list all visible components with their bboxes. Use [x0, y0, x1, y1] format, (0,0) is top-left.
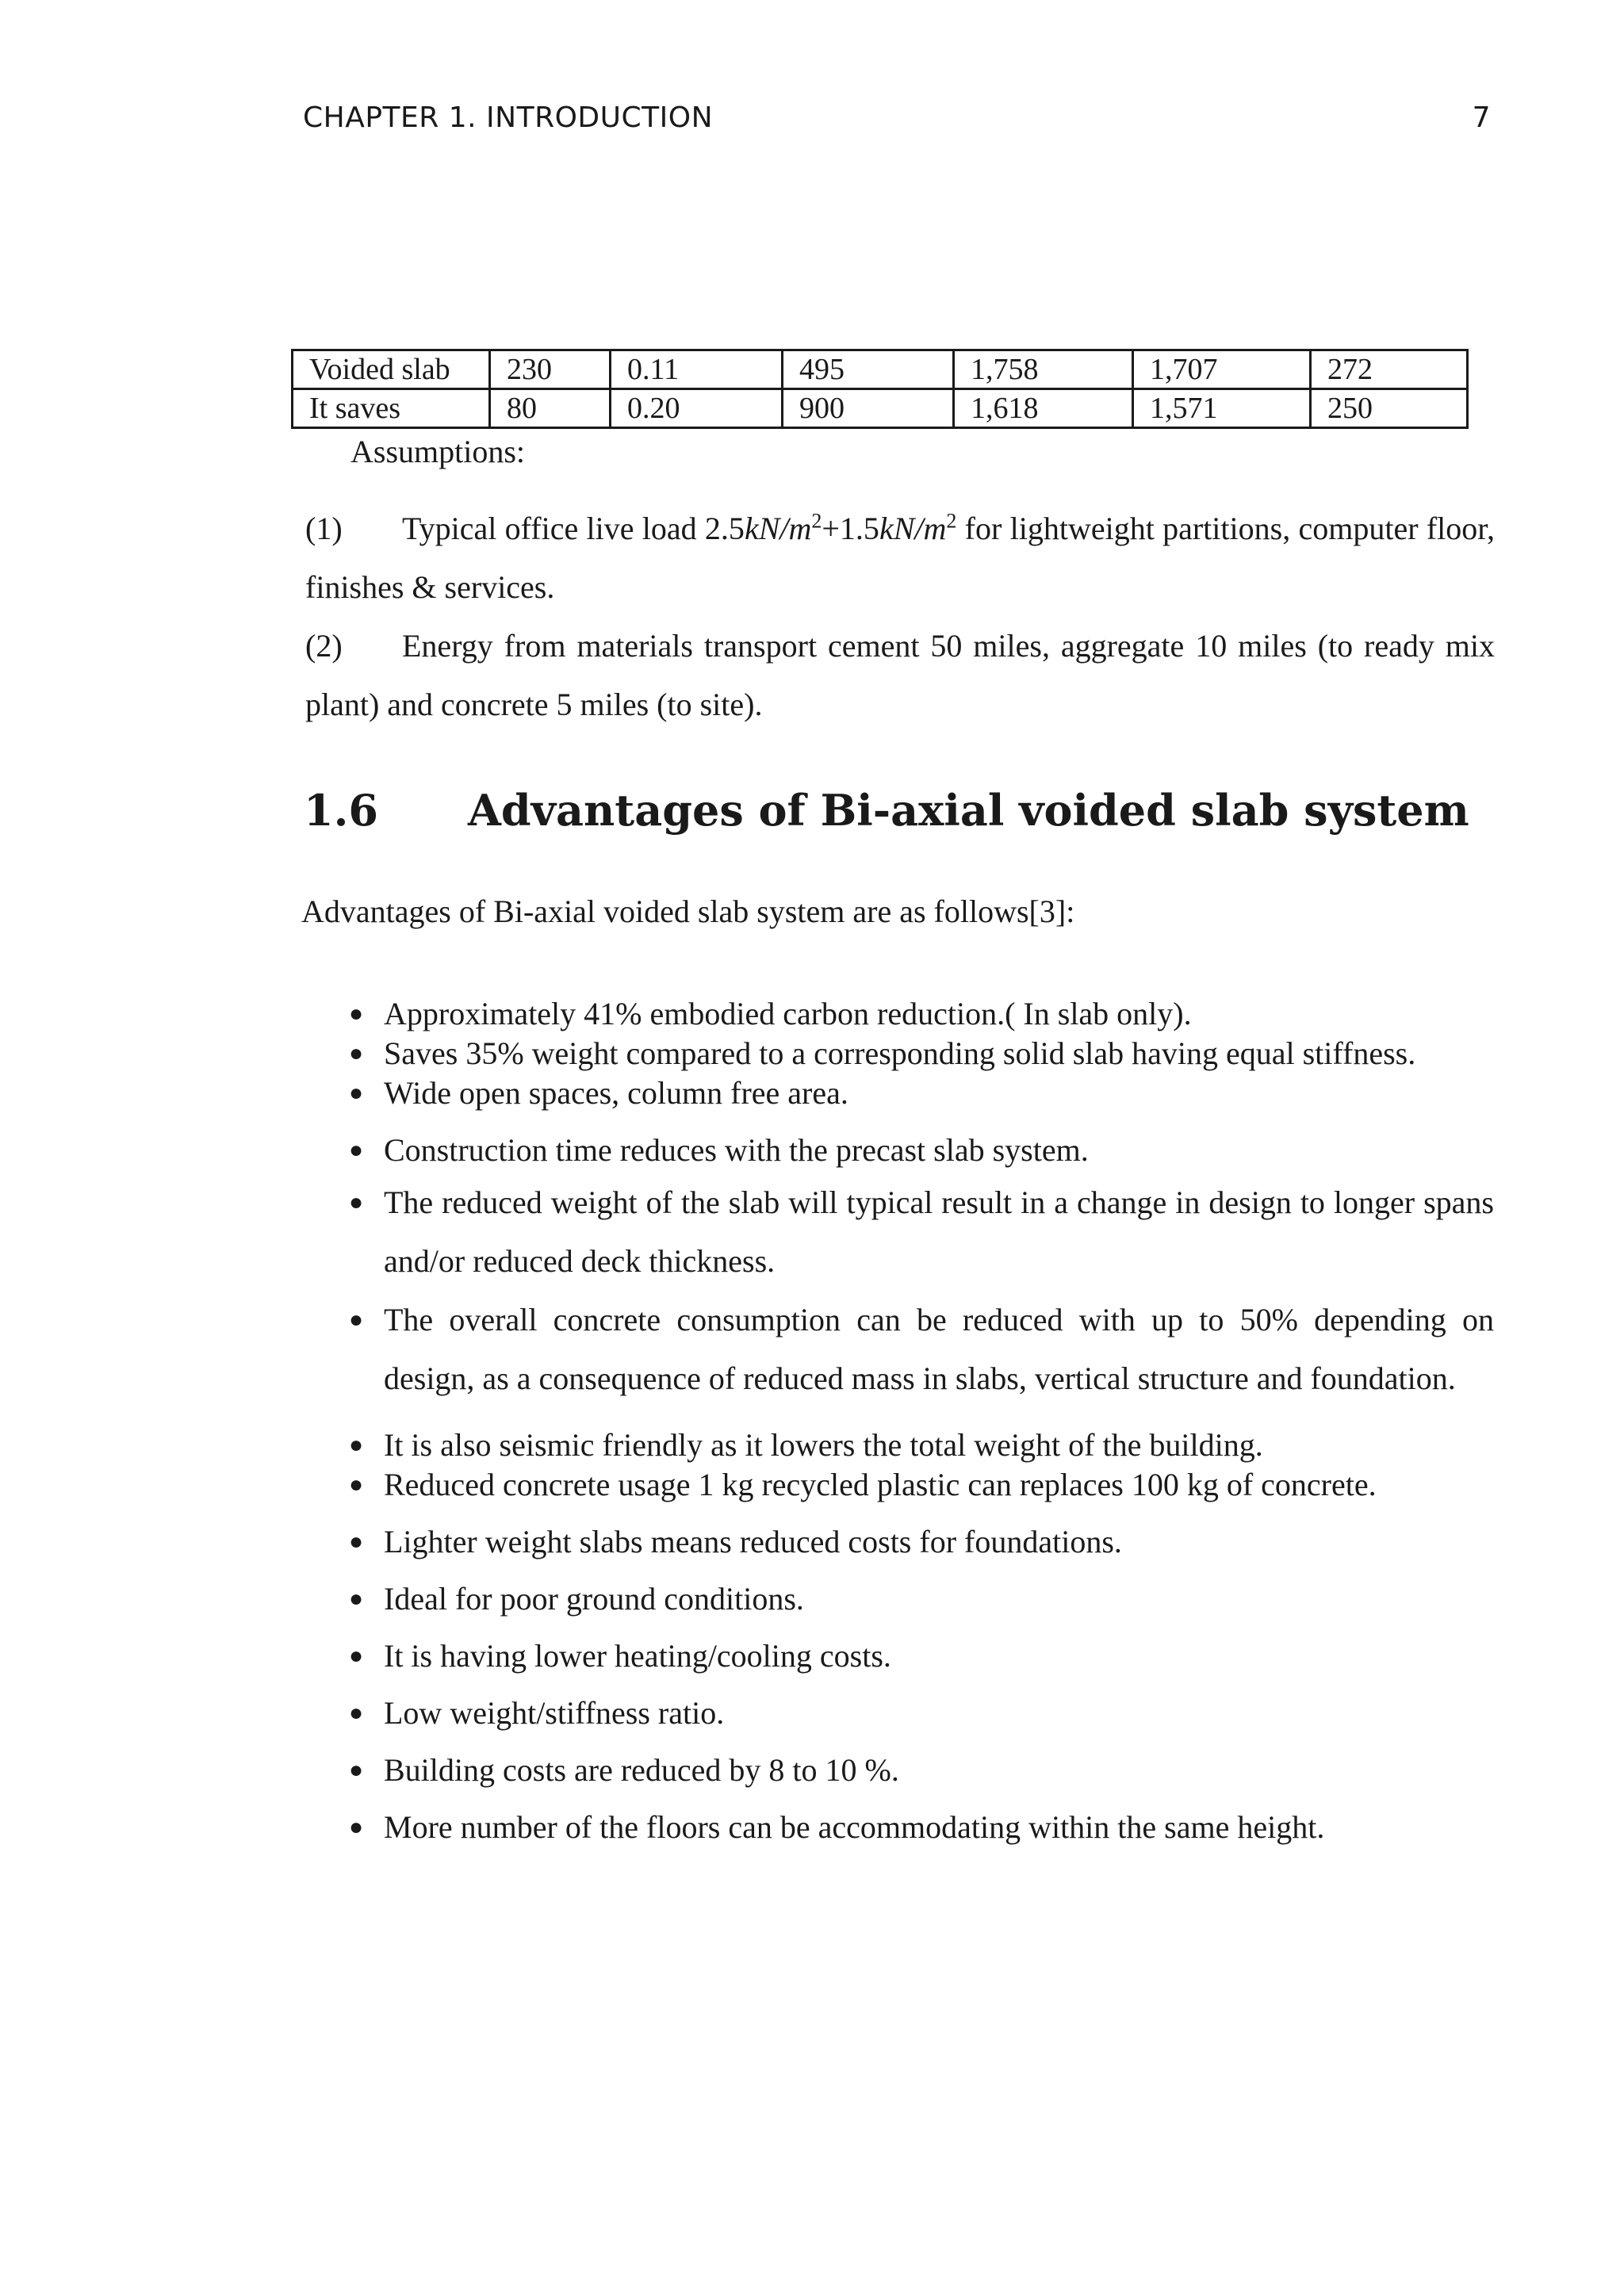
- bullet-icon: ●: [349, 1001, 364, 1027]
- table-cell: 0.20: [611, 389, 783, 428]
- bullet-icon: ●: [349, 1757, 364, 1783]
- list-item: [349, 1034, 1494, 1073]
- table-cell: 1,758: [954, 350, 1133, 389]
- assumption-number: (1): [305, 511, 343, 546]
- list-item: [349, 1173, 1494, 1291]
- list-item: [349, 1636, 1494, 1676]
- table-cell: 1,571: [1133, 389, 1311, 428]
- list-item-text: Lighter weight slabs means reduced costs for foundations.: [384, 1524, 1122, 1559]
- table-cell: 495: [783, 350, 954, 389]
- running-header: [303, 101, 1491, 134]
- bullet-icon: ●: [349, 1814, 364, 1840]
- assumption-item: [305, 617, 1495, 734]
- list-item-text: More number of the floors can be accommodating within the same height.: [384, 1809, 1325, 1845]
- list-item-text: Wide open spaces, column free area.: [384, 1075, 848, 1111]
- list-item: [349, 1751, 1494, 1790]
- comparison-table: [291, 349, 1469, 429]
- bullet-icon: ●: [349, 1040, 364, 1066]
- table-cell: 900: [783, 389, 954, 428]
- list-item-text: Approximately 41% embodied carbon reduction.( In slab only).: [384, 996, 1192, 1031]
- assumption-text: Typical office live load 2.5: [402, 511, 745, 546]
- table-cell: Voided slab: [293, 350, 490, 389]
- bullet-icon: ●: [349, 1586, 364, 1612]
- list-item: [349, 994, 1494, 1034]
- section-number: 1.6: [304, 785, 378, 836]
- bullet-icon: ●: [349, 1080, 364, 1106]
- list-item-text: The reduced weight of the slab will typical result in a change in design to longer spans and/or reduced deck thickness.: [384, 1184, 1494, 1279]
- assumption-number: (2): [305, 628, 343, 664]
- table-cell: 1,618: [954, 389, 1133, 428]
- section-intro: Advantages of Bi-axial voided slab system are as follows[3]:: [301, 894, 1075, 929]
- list-item-text: Construction time reduces with the precast slab system.: [384, 1132, 1089, 1168]
- list-item: [349, 1579, 1494, 1619]
- list-item-text: It is having lower heating/cooling costs.: [384, 1638, 891, 1674]
- bullet-icon: ●: [349, 1137, 364, 1163]
- table-cell: 250: [1311, 389, 1468, 428]
- bullet-icon: ●: [349, 1189, 364, 1215]
- section-heading: [304, 785, 1469, 836]
- list-item: [349, 1425, 1494, 1465]
- list-item-text: It is also seismic friendly as it lowers the total weight of the building.: [384, 1427, 1263, 1463]
- table-cell: 1,707: [1133, 350, 1311, 389]
- table-cell: 272: [1311, 350, 1468, 389]
- table-cell: It saves: [293, 389, 490, 428]
- chapter-title: CHAPTER 1. INTRODUCTION: [303, 101, 713, 134]
- list-item-text: Low weight/stiffness ratio.: [384, 1695, 725, 1731]
- list-item: [349, 1291, 1494, 1408]
- bullet-icon: ●: [349, 1432, 364, 1458]
- assumption-item: [305, 499, 1495, 617]
- bullet-icon: ●: [349, 1529, 364, 1555]
- list-item-text: The overall concrete consumption can be reduced with up to 50% depending on design, as a consequence of reduced mass in slabs, vertical structure and foundation.: [384, 1302, 1494, 1396]
- section-title: Advantages of Bi-axial voided slab system: [468, 785, 1469, 836]
- assumption-text: for lightweight partitions, computer floor, finishes & services.: [305, 511, 1495, 605]
- list-item: [349, 1073, 1494, 1113]
- bullet-icon: ●: [349, 1700, 364, 1726]
- list-item: [349, 1693, 1494, 1733]
- list-item: [349, 1808, 1494, 1847]
- assumptions-label: Assumptions:: [350, 434, 526, 469]
- list-item: [349, 1131, 1494, 1170]
- unit-text: kN/m: [744, 511, 812, 546]
- table-cell: 230: [490, 350, 611, 389]
- table-row: [293, 389, 1468, 428]
- list-item-text: Reduced concrete usage 1 kg recycled plastic can replaces 100 kg of concrete.: [384, 1467, 1377, 1502]
- table-row: [293, 350, 1468, 389]
- list-item: [349, 1465, 1494, 1505]
- assumption-text: Energy from materials transport cement 50 miles, aggregate 10 miles (to ready mix plant) and concrete 5 miles (to site).: [305, 628, 1495, 722]
- list-item-text: Saves 35% weight compared to a corresponding solid slab having equal stiffness.: [384, 1035, 1416, 1071]
- table-cell: 80: [490, 389, 611, 428]
- list-item: [349, 1522, 1494, 1562]
- page-number: 7: [1472, 101, 1491, 134]
- assumption-text: +1.5: [822, 511, 879, 546]
- exponent: 2: [946, 509, 957, 533]
- table-cell: 0.11: [611, 350, 783, 389]
- unit-text: kN/m: [879, 511, 947, 546]
- bullet-icon: ●: [349, 1471, 364, 1498]
- exponent: 2: [811, 509, 822, 533]
- list-item-text: Ideal for poor ground conditions.: [384, 1581, 804, 1617]
- bullet-icon: ●: [349, 1307, 364, 1333]
- bullet-icon: ●: [349, 1643, 364, 1669]
- advantages-list: [349, 994, 1494, 1847]
- list-item-text: Building costs are reduced by 8 to 10 %.: [384, 1752, 899, 1788]
